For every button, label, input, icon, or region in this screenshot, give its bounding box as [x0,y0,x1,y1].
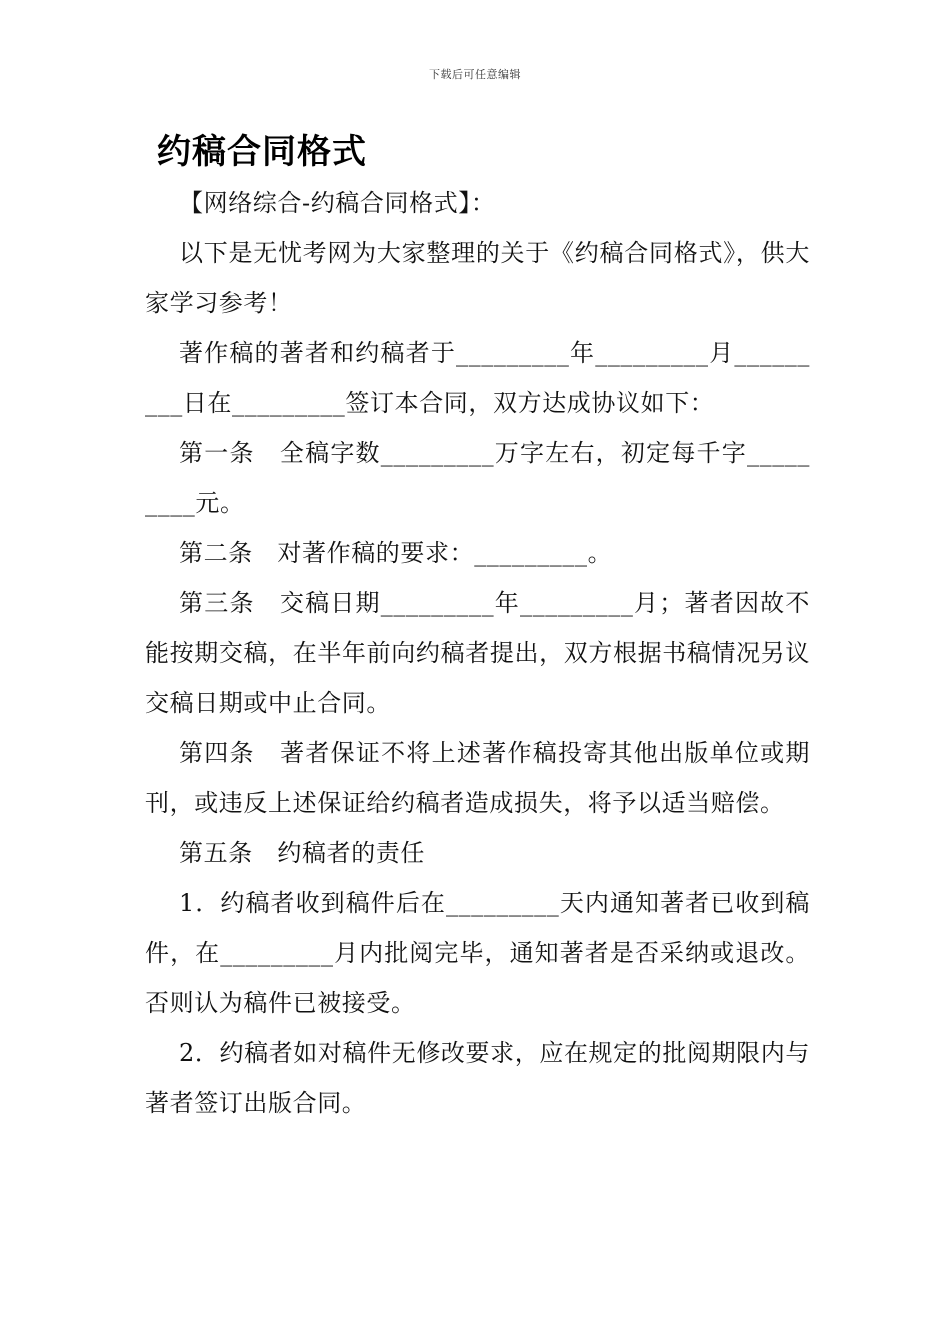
clause-5-item-1: 1．约稿者收到稿件后在_________天内通知著者已收到稿件，在_________月内批阅完毕，通知著者是否采纳或退改。否则认为稿件已被接受。 [145,889,810,1017]
header-note: 下载后可任意编辑 [429,68,521,81]
paragraph-preamble: 著作稿的著者和约稿者于_________年_________月_________日在_________签订本合同，双方达成协议如下： [145,339,810,417]
clause-1: 第一条 全稿字数_________万字左右，初定每千字_________元。 [145,439,810,517]
clause-3: 第三条 交稿日期_________年_________月；著者因故不能按期交稿，在半年前向约稿者提出，双方根据书稿情况另议交稿日期或中止合同。 [145,589,810,717]
clause-5-heading: 第五条 约稿者的责任 [179,839,425,867]
document-body [145,178,810,1128]
paragraph-intro: 以下是无忧考网为大家整理的关于《约稿合同格式》，供大家学习参考！ [145,239,810,317]
paragraph-source: 【网络综合-约稿合同格式】： [179,189,496,217]
clause-2: 第二条 对著作稿的要求：_________。 [179,539,613,567]
clause-5-item-2: 2．约稿者如对稿件无修改要求，应在规定的批阅期限内与著者签订出版合同。 [145,1039,810,1117]
document-title: 约稿合同格式 [157,132,367,172]
clause-4: 第四条 著者保证不将上述著作稿投寄其他出版单位或期刊，或违反上述保证给约稿者造成损失，将予以适当赔偿。 [145,739,810,817]
